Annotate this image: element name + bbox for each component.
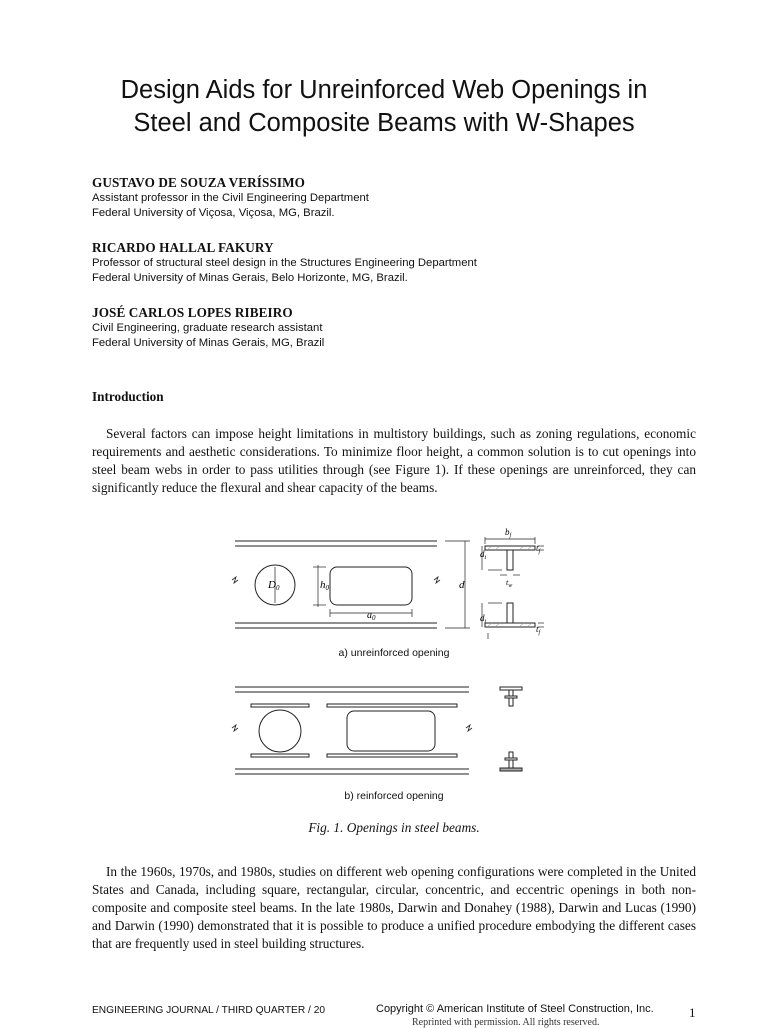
label-h0: h0 — [320, 579, 329, 592]
intro-paragraph-2: In the 1960s, 1970s, and 1980s, studies on different web opening configurations were completed in the United States and Canada, including square, rectangular, circular, concentric, and eccentric openings in both non-composite and composite steel beams. In the late 1980s, Darwin and Donahey (1988), Darwin and Lucas (1990) and Darwin (1990) demonstrated that it is possible to produce a unified procedure embodying the different cases that are frequently used in steel building structures. — [92, 864, 696, 951]
label-d0: D0 — [268, 579, 280, 592]
label-tf: $t_f$ — [536, 543, 541, 555]
intro-paragraph-1: Several factors can impose height limitations in multistory buildings, such as zoning regulations, economic requirements and aesthetic considerations. To minimize floor height, a common solution is to cut openings into steel beam webs in order to pass utilities through (see Figure 1). If these openings are unreinforced, they can significantly reduce the flexural and shear capacity of the beams. — [92, 426, 696, 495]
figure-b-caption: b) reinforced opening — [344, 790, 444, 802]
figure-reinforced-opening — [225, 682, 535, 782]
label-dt-bottom: $d_t$ — [480, 613, 487, 625]
author-name: RICARDO HALLAL FAKURY — [92, 240, 274, 255]
footer-journal: ENGINEERING JOURNAL / THIRD QUARTER / 20 — [92, 1005, 326, 1016]
label-tf-bottom: $t_f$ — [536, 624, 541, 636]
author-affiliation: Professor of structural steel design in the Structures Engineering Department — [92, 257, 477, 269]
label-dt: $d_t$ — [480, 549, 487, 561]
footer-reprinted: Reprinted with permission. All rights reserved. — [412, 1017, 600, 1028]
paper-title — [60, 74, 708, 140]
figure-unreinforced-opening — [220, 525, 560, 645]
author-block-1 — [92, 175, 712, 221]
author-block-3 — [92, 305, 712, 351]
figure-caption: Fig. 1. Openings in steel beams. — [308, 820, 480, 835]
author-affiliation: Federal University of Viçosa, Viçosa, MG, Brazil. — [92, 207, 335, 219]
title-line-1: Design Aids for Unreinforced Web Openings in — [120, 76, 648, 104]
label-d: d — [459, 579, 465, 591]
label-bf: $b_f$ — [505, 527, 512, 539]
section-heading: Introduction — [92, 389, 164, 404]
label-tw: $t_w$ — [506, 578, 513, 589]
figure-a-caption: a) unreinforced opening — [338, 647, 450, 659]
author-affiliation: Civil Engineering, graduate research assistant — [92, 322, 323, 334]
author-affiliation: Federal University of Minas Gerais, Belo Horizonte, MG, Brazil. — [92, 272, 408, 284]
author-affiliation: Federal University of Minas Gerais, MG, Brazil — [92, 337, 325, 349]
author-affiliation: Assistant professor in the Civil Engineering Department — [92, 192, 369, 204]
title-line-2: Steel and Composite Beams with W-Shapes — [133, 109, 635, 137]
author-name: JOSÉ CARLOS LOPES RIBEIRO — [92, 305, 293, 320]
label-a0: $a_0$ — [367, 610, 376, 622]
author-block-2 — [92, 240, 712, 286]
page-number: 1 — [689, 1005, 696, 1020]
author-name: GUSTAVO DE SOUZA VERÍSSIMO — [92, 175, 306, 190]
footer-copyright: Copyright © American Institute of Steel Construction, Inc. — [376, 1003, 654, 1015]
